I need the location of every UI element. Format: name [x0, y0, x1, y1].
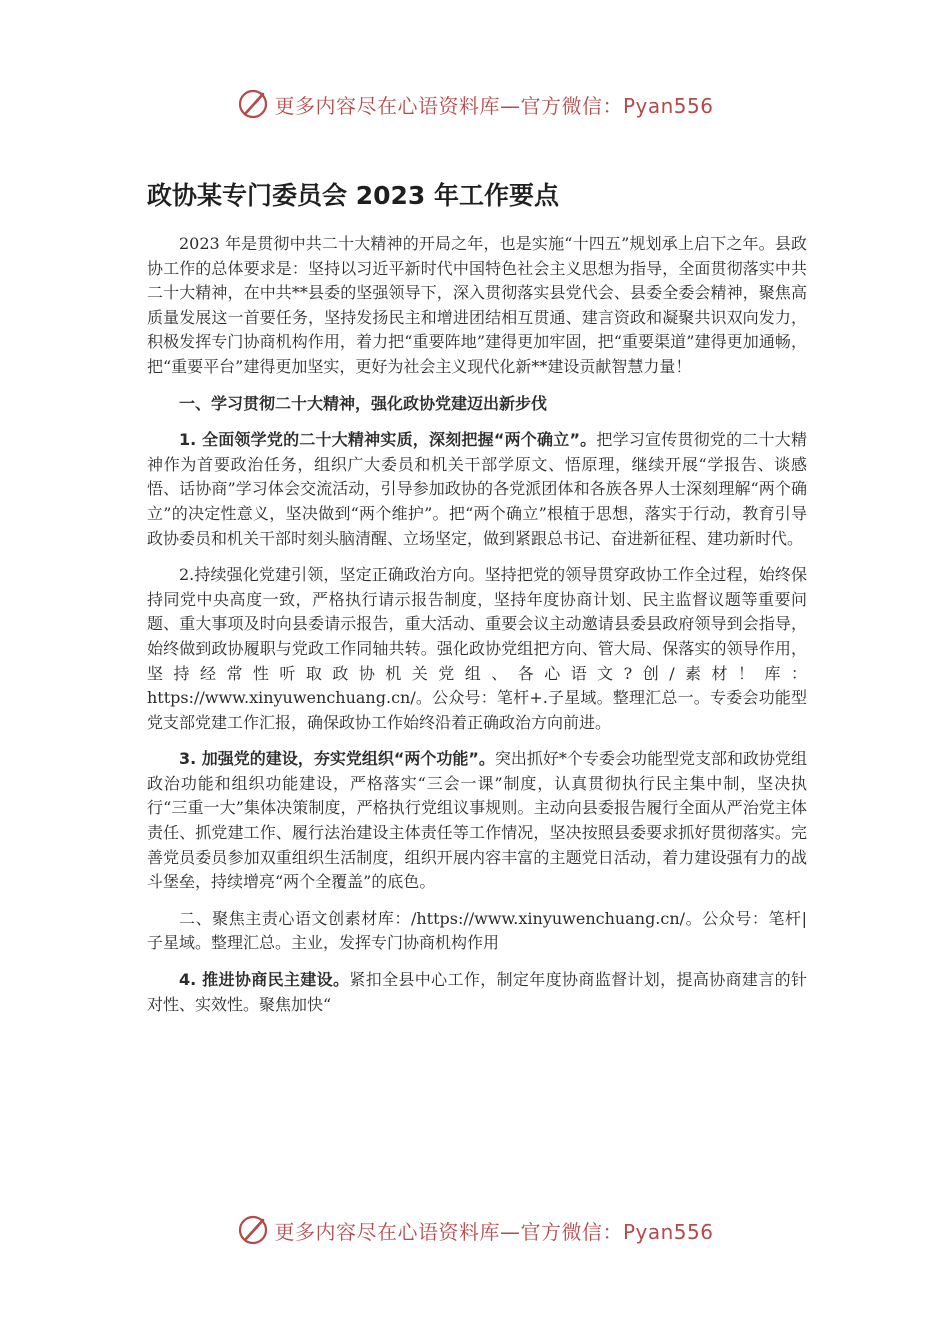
section-2-heading: 二、聚焦主责心语文创素材库：/https://www.xinyuwenchuang.cn/。公众号：笔杆|子星域。整理汇总。主业，发挥专门协商机构作用 — [147, 908, 807, 953]
item-4-heading: 4. 推进协商民主建设。 — [179, 970, 350, 990]
item-3-paragraph — [147, 747, 807, 895]
document-body — [147, 232, 807, 1029]
quill-logo-icon — [236, 87, 270, 121]
item-2-paragraph: 2.持续强化党建引领，坚定正确政治方向。坚持把党的领导贯穿政协工作全过程，始终保持同党中央高度一致，严格执行请示报告制度，坚持年度协商计划、民主监督议题等重要问题、重大事项及时向县委请示报告，重大活动、重要会议主动邀请县委县政府领导到会指导，始终做到政协履职与党政工作同轴共转。强化政协党组把方向、管大局、保落实的领导作用，坚持经常性听取政协机关党组、各心语文?创/素材！库：https://www.xinyuwenchuang.cn/。公众号：笔杆+.子星域。整理汇总一。专委会功能型党支部党建工作汇报，确保政协工作始终沿着正确政治方向前进。 — [147, 565, 807, 732]
item-1-paragraph — [147, 428, 807, 551]
footer-watermark-banner — [0, 1210, 950, 1250]
intro-paragraph: 2023 年是贯彻中共二十大精神的开局之年，也是实施“十四五”规划承上启下之年。县政协工作的总体要求是：坚持以习近平新时代中国特色社会主义思想为指导，全面贯彻落实中共二十大精神，在中共**县委的坚强领导下，深入贯彻落实县党代会、县委全委会精神，聚焦高质量发展这一首要任务，坚持发扬民主和增进团结相互贯通、建言资政和凝聚共识双向发力，积极发挥专门协商机构作用，着力把“重要阵地”建得更加牢固，把“重要渠道”建得更加通畅，把“重要平台”建得更加坚实，更好为社会主义现代化新**建设贡献智慧力量！ — [147, 234, 807, 376]
quill-logo-icon — [236, 1213, 270, 1247]
document-title: 政协某专门委员会 2023 年工作要点 — [147, 181, 559, 210]
item-3-heading: 3. 加强党的建设，夯实党组织“两个功能”。 — [179, 749, 495, 769]
section-1-heading: 一、学习贯彻二十大精神，强化政协党建迈出新步伐 — [179, 393, 548, 413]
item-1-heading: 1. 全面领学党的二十大精神实质，深刻把握“两个确立”。 — [179, 430, 597, 450]
watermark-text: 更多内容尽在心语资料库—官方微信：Pyan556 — [274, 93, 714, 118]
item-3-body: 突出抓好*个专委会功能型党支部和政协党组政治功能和组织功能建设，严格落实“三会一课”制度，认真贯彻执行民主集中制，坚决执行“三重一大”集体决策制度，严格执行党组议事规则。主动向县委报告履行全面从严治党主体责任、抓党建工作、履行法治建设主体责任等工作情况，坚决按照县委要求抓好贯彻落实。完善党员委员参加双重组织生活制度，组织开展内容丰富的主题党日活动，着力建设强有力的战斗堡垒，持续增亮“两个全覆盖”的底色。 — [147, 749, 807, 892]
watermark-text: 更多内容尽在心语资料库—官方微信：Pyan556 — [274, 1219, 714, 1244]
header-watermark-banner — [0, 84, 950, 124]
item-4-paragraph — [147, 968, 807, 1017]
item-1-body: 把学习宣传贯彻党的二十大精神作为首要政治任务，组织广大委员和机关干部学原文、悟原理，继续开展“学报告、谈感悟、话协商”学习体会交流活动，引导参加政协的各党派团体和各族各界人士深刻理解“两个确立”的决定性意义，坚决做到“两个维护”。把“两个确立”根植于思想，落实于行动，教育引导政协委员和机关干部时刻头脑清醒、立场坚定，做到紧跟总书记、奋进新征程、建功新时代。 — [147, 430, 807, 548]
item-4-body: 紧扣全县中心工作，制定年度协商监督计划，提高协商建言的针对性、实效性。聚焦加快“ — [147, 970, 807, 1014]
